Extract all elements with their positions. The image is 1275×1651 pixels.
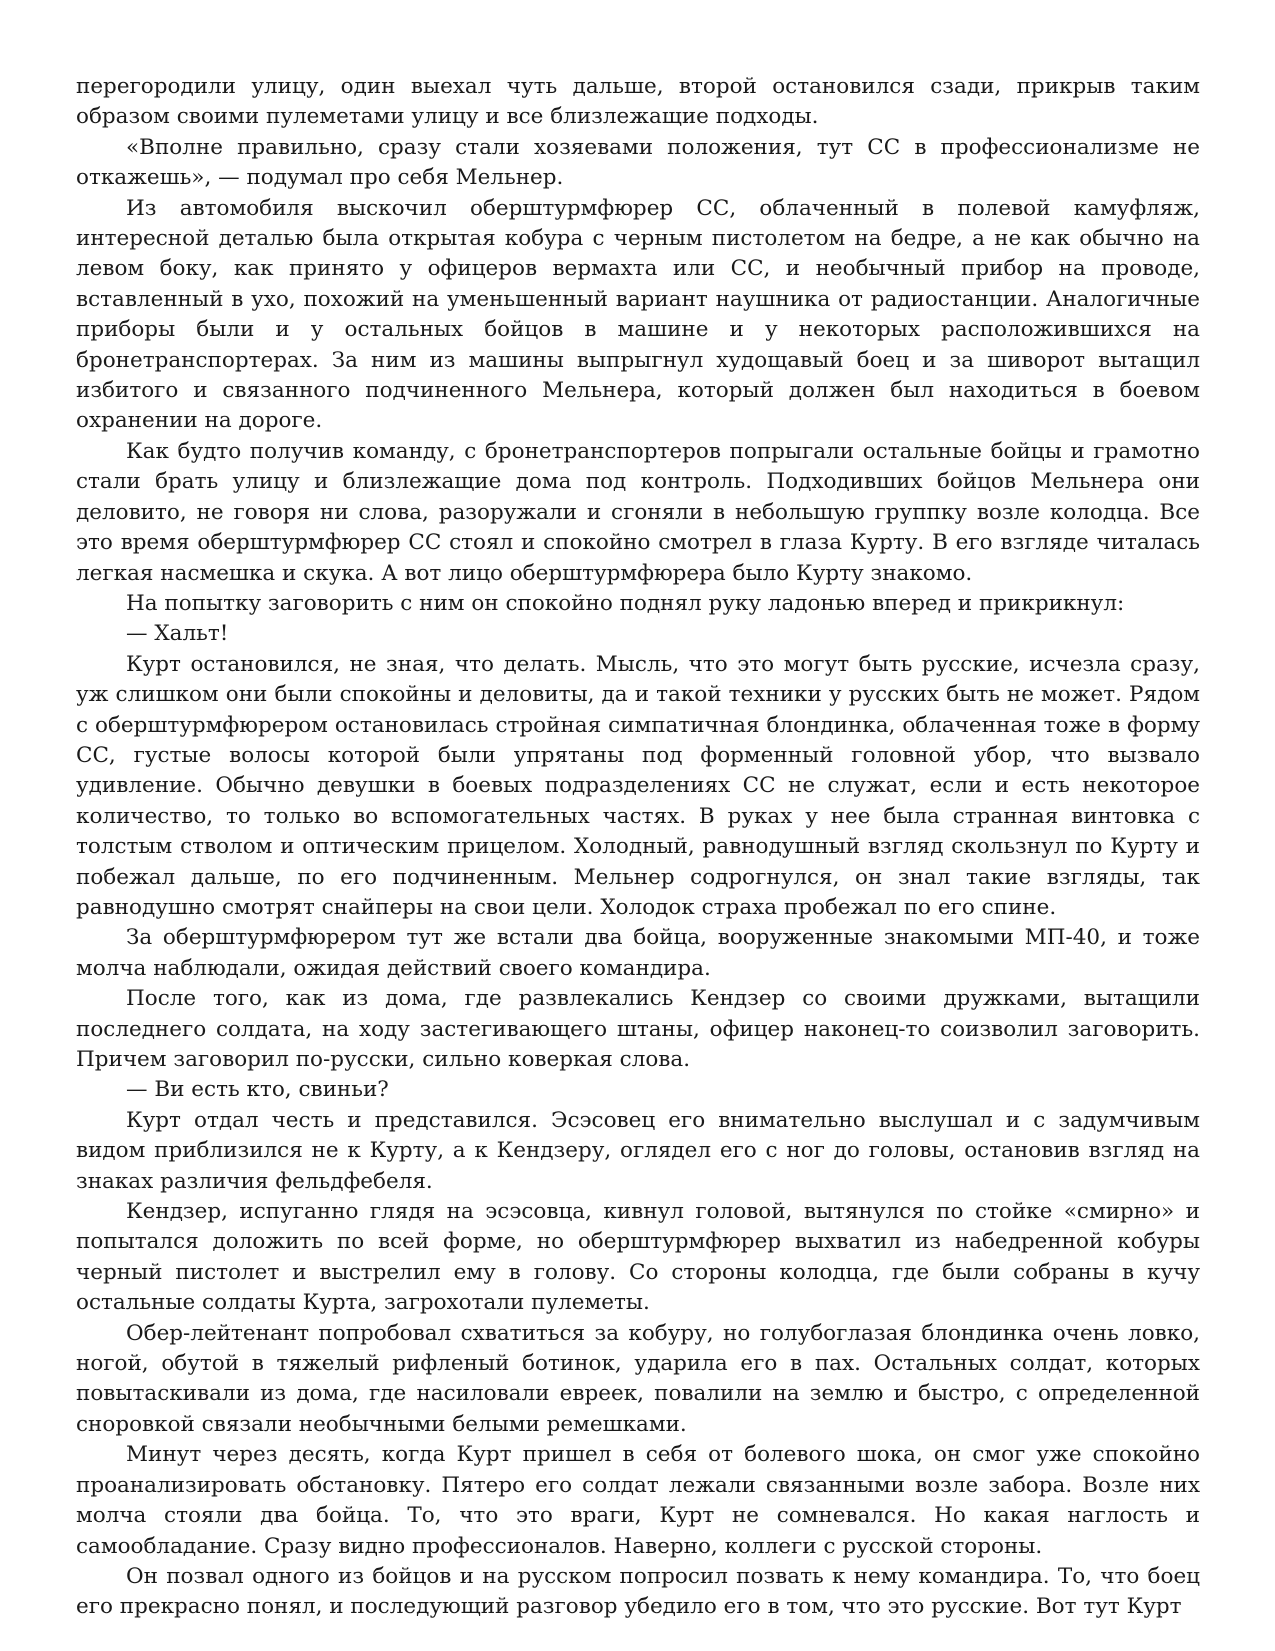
paragraph-13: Обер-лейтенант попробовал схватиться за кобуру, но голубоглазая блондинка очень ловко, ногой, обутой в тяжелый рифленый ботинок, ударила его в пах. Остальных солдат, которых повытаскивали из дома, где насиловали евреек, повалили на землю и быстро, с определенной сноровкой связали необычными белыми ремешками. <box>76 1320 1200 1437</box>
paragraph-1: перегородили улицу, один выехал чуть дальше, второй остановился сзади, прикрыв таким образом своими пулеметами улицу и все близлежащие подходы. <box>76 74 1200 130</box>
paragraph-11: Курт отдал честь и представился. Эсэсовец его внимательно выслушал и с задумчивым видом приблизился не к Курту, а к Кендзеру, оглядел его с ног до головы, остановив взгляд на знаках различия фельдфебеля. <box>76 1107 1200 1194</box>
paragraph-9: После того, как из дома, где развлекались Кендзер со своими дружками, вытащили последнего солдата, на ходу застегивающего штаны, офицер наконец-то соизволил заговорить. Причем заговорил по-русски, сильно коверкая слова. <box>76 986 1200 1072</box>
paragraph-4: Как будто получив команду, с бронетранспортеров попрыгали остальные бойцы и грамотно стали брать улицу и близлежащие дома под контроль. Подходивших бойцов Мельнера они деловито, не говоря ни слова, разоружали и сгоняли в небольшую группку возле колодца. Все это время оберштурмфюрер СС стоял и спокойно смотрел в глаза Курту. В его взгляде читалась легкая насмешка и скука. А вот лицо оберштурмфюрера было Курту знакомо. <box>76 438 1200 586</box>
paragraph-3: Из автомобиля выскочил оберштурмфюрер СС, облаченный в полевой камуфляж, интересной деталью была открытая кобура с черным пистолетом на бедре, а не как обычно на левом боку, как принято у офицеров вермахта или СС, и необычный прибор на проводе, вставленный в ухо, похожий на уменьшенный вариант наушника от радиостанции. Аналогичные приборы были и у остальных бойцов в машине и у некоторых расположившихся на бронетранспортерах. За ним из машины выпрыгнул худощавый боец и за шиворот вытащил избитого и связанного подчиненного Мельнера, который должен был находиться в боевом охранении на дороге. <box>76 195 1200 434</box>
paragraph-5: На попытку заговорить с ним он спокойно поднял руку ладонью вперед и прикрикнул: <box>126 590 1125 616</box>
paragraph-8: За оберштурмфюрером тут же встали два бойца, вооруженные знакомыми МП-40, и тоже молча наблюдали, ожидая действий своего командира. <box>76 925 1200 981</box>
paragraph-14: Минут через десять, когда Курт пришел в себя от болевого шока, он смог уже спокойно проанализировать обстановку. Пятеро его солдат лежали связанными возле забора. Возле них молча стояли два бойца. То, что это враги, Курт не сомневался. Но какая наглость и самообладание. Сразу видно профессионалов. Наверно, коллеги с русской стороны. <box>76 1442 1200 1559</box>
document-page <box>76 72 1200 1623</box>
paragraph-15: Он позвал одного из бойцов и на русском попросил позвать к нему командира. То, что боец его прекрасно понял, и последующий разговор убедило его в том, что это русские. Вот тут Курт <box>76 1563 1200 1620</box>
paragraph-2: «Вполне правильно, сразу стали хозяевами положения, тут СС в профессионализме не откажешь», — подумал про себя Мельнер. <box>76 134 1200 191</box>
paragraph-10-dialogue: — Ви есть кто, свиньи? <box>126 1077 389 1103</box>
paragraph-6-dialogue: — Хальт! <box>126 621 229 647</box>
paragraph-12: Кендзер, испуганно глядя на эсэсовца, кивнул головой, вытянулся по стойке «смирно» и попытался доложить по всей форме, но оберштурмфюрер выхватил из набедренной кобуры черный пистолет и выстрелил ему в голову. Со стороны колодца, где были собраны в кучу остальные солдаты Курта, загрохотали пулеметы. <box>76 1199 1200 1316</box>
paragraph-7: Курт остановился, не зная, что делать. Мысль, что это могут быть русские, исчезла сразу, уж слишком они были спокойны и деловиты, да и такой техники у русских быть не может. Рядом с оберштурмфюрером остановилась стройная симпатичная блондинка, облаченная тоже в форму СС, густые волосы которой были упрятаны под форменный головной убор, что вызвало удивление. Обычно девушки в боевых подразделениях СС не служат, если и есть некоторое количество, то только во вспомогательных частях. В руках у нее была странная винтовка с толстым стволом и оптическим прицелом. Холодный, равнодушный взгляд скользнул по Курту и побежал дальше, по его подчиненным. Мельнер содрогнулся, он знал такие взгляды, так равнодушно смотрят снайперы на свои цели. Холодок страха пробежал по его спине. <box>76 651 1200 920</box>
